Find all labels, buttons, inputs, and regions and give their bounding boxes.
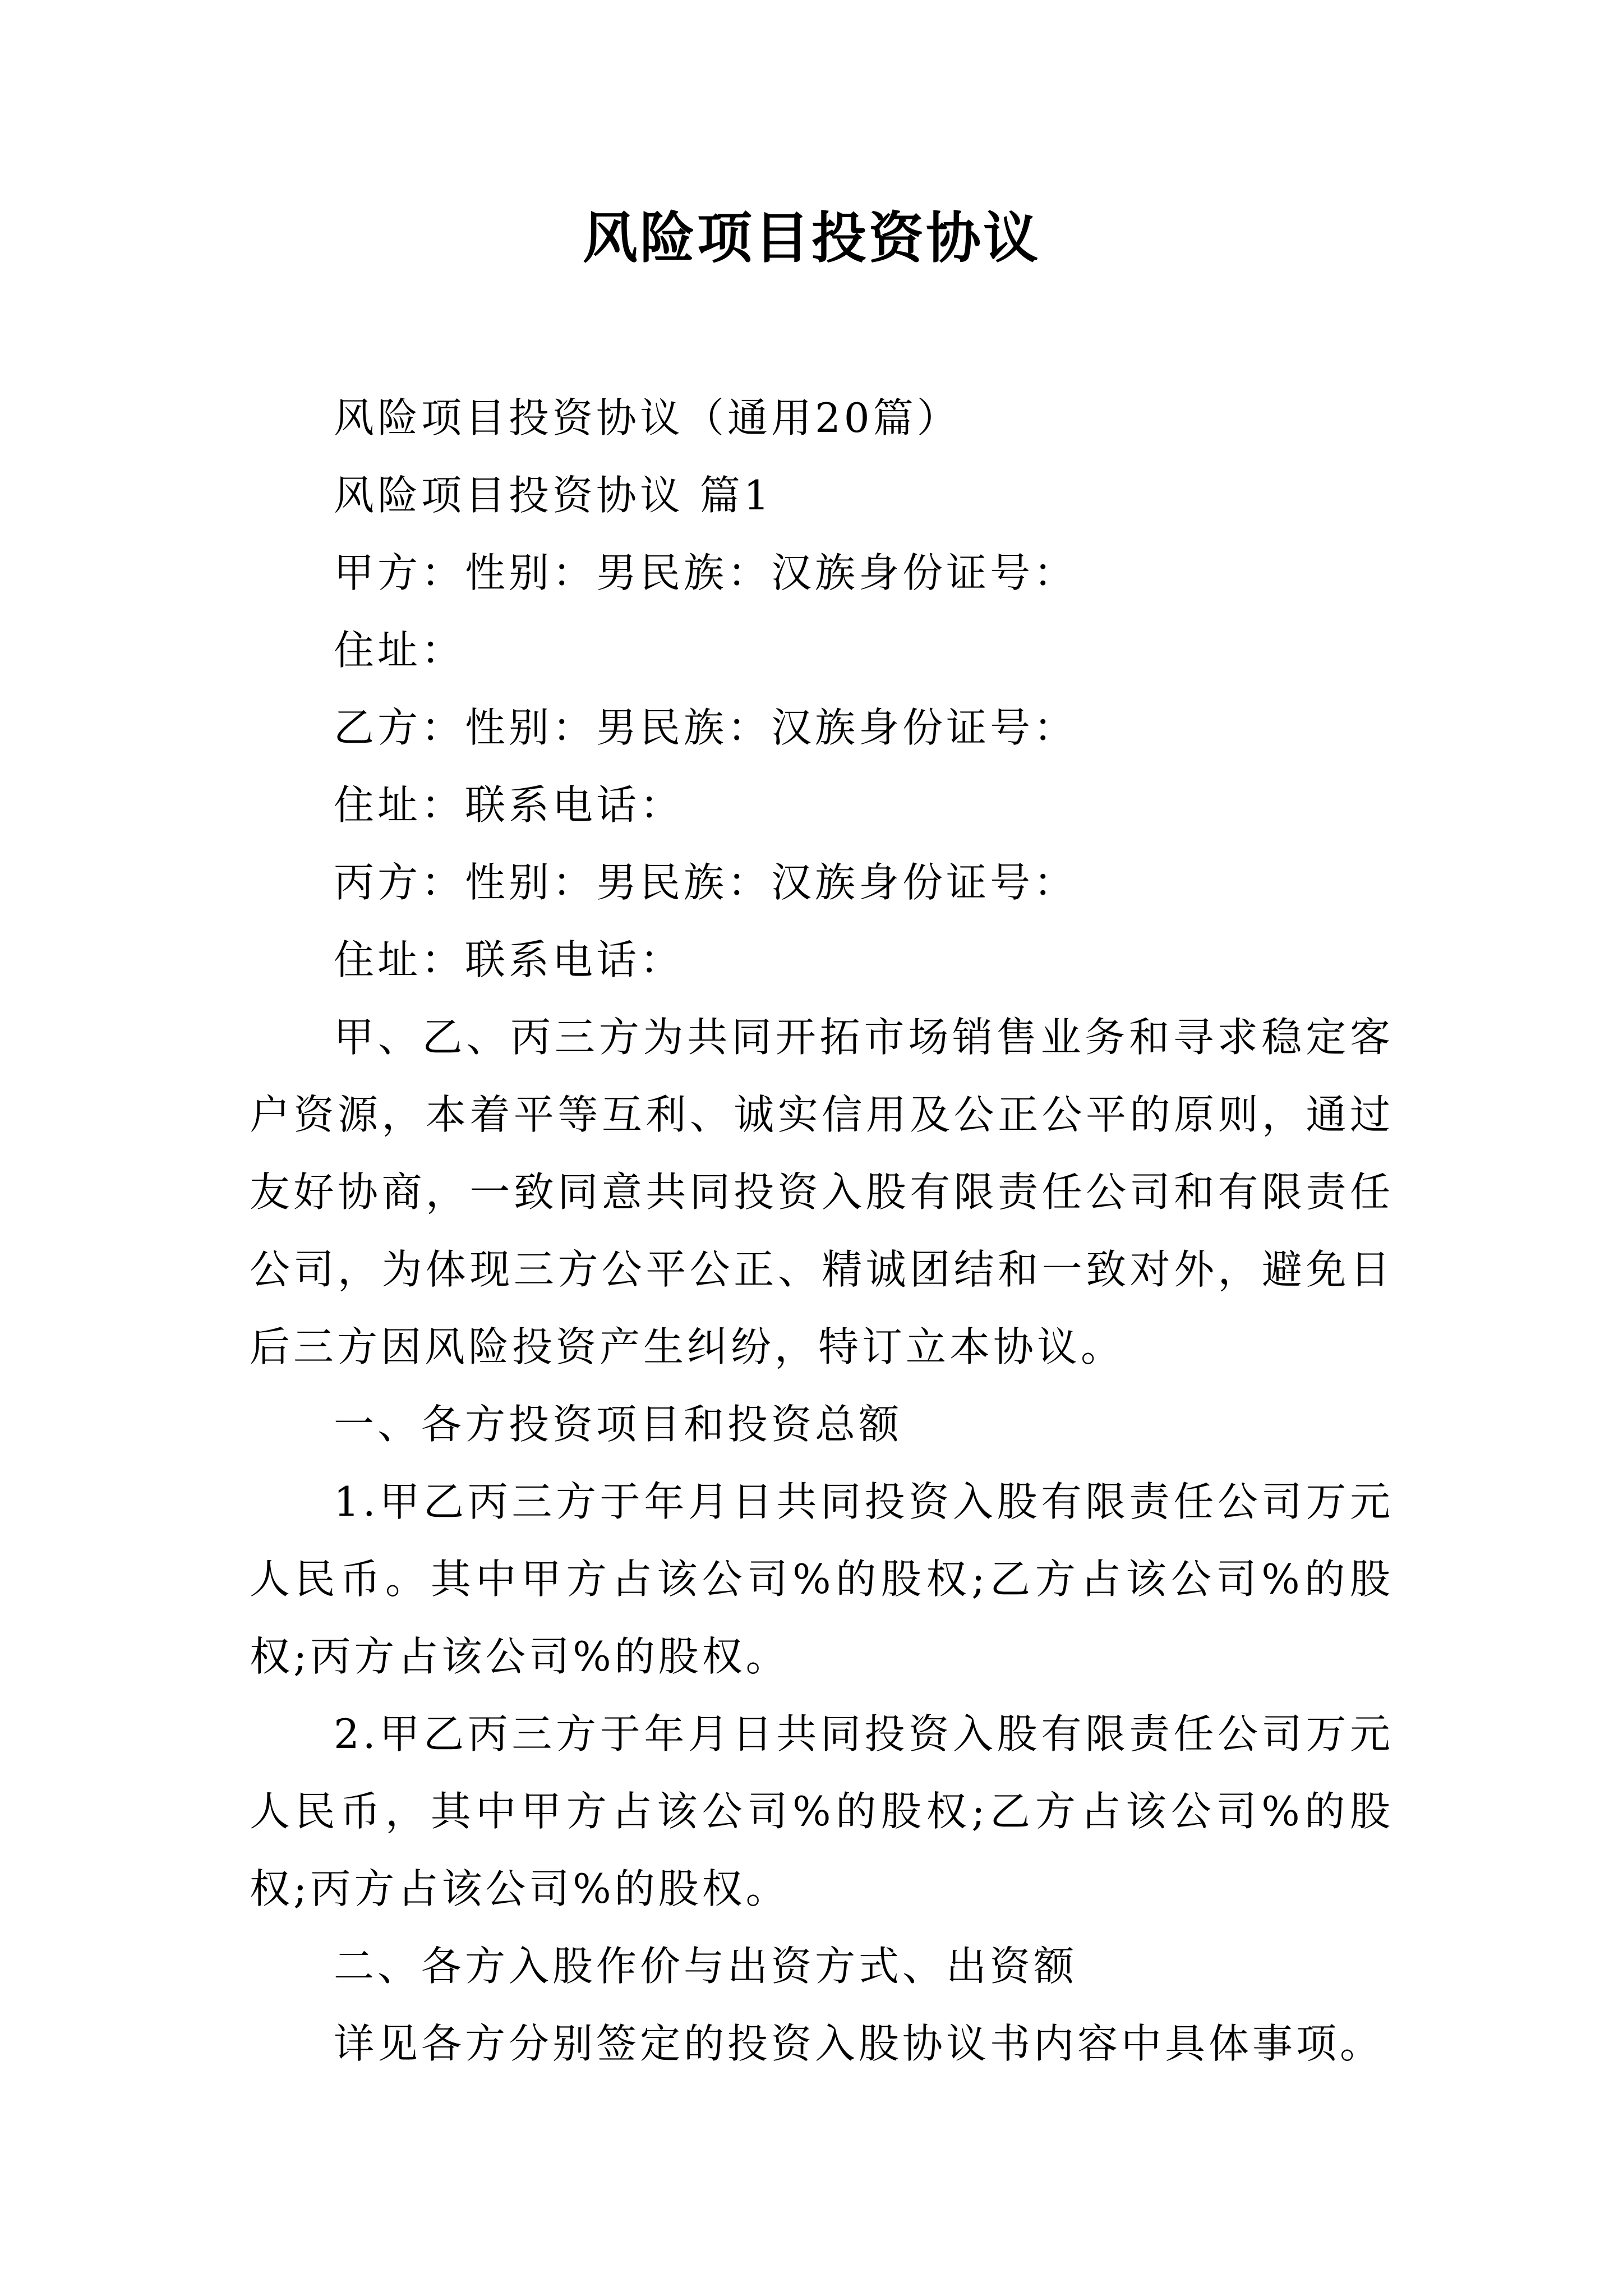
clause-heading-2: 二、各方入股作价与出资方式、出资额 — [334, 1943, 1078, 1990]
clause-item-1-1: 1.甲乙丙三方于年月日共同投资入股有限责任公司万元人民币。其中甲方占该公司%的股权;乙方占该公司%的股权;丙方占该公司%的股权。 — [250, 1478, 1394, 1680]
party-c-address: 住址：联系电话： — [334, 936, 684, 983]
party-b-address: 住址：联系电话： — [334, 781, 684, 829]
preamble-paragraph: 甲、乙、丙三方为共同开拓市场销售业务和寻求稳定客户资源，本着平等互利、诚实信用及公正公平的原则，通过友好协商，一致同意共同投资入股有限责任公司和有限责任公司，为体现三方公平公正、精诚团结和一致对外，避免日后三方因风险投资产生纠纷，特订立本协议。 — [250, 1014, 1394, 1370]
party-a-info: 甲方：性别：男民族：汉族身份证号： — [334, 549, 1078, 596]
clause-2-text: 详见各方分别签定的投资入股协议书内容中具体事项。 — [334, 2020, 1384, 2067]
document-title: 风险项目投资协议 — [582, 206, 1040, 270]
document-body — [250, 379, 1394, 2082]
party-c-info: 丙方：性别：男民族：汉族身份证号： — [334, 859, 1078, 906]
clause-item-1-2: 2.甲乙丙三方于年月日共同投资入股有限责任公司万元人民币，其中甲方占该公司%的股权;乙方占该公司%的股权;丙方占该公司%的股权。 — [250, 1710, 1394, 1912]
party-b-info: 乙方：性别：男民族：汉族身份证号： — [334, 704, 1078, 751]
clause-heading-1: 一、各方投资项目和投资总额 — [334, 1401, 903, 1448]
section-heading-part1: 风险项目投资协议 篇1 — [334, 472, 773, 519]
party-a-address: 住址： — [334, 627, 465, 674]
subtitle-paragraph: 风险项目投资协议（通用20篇） — [334, 394, 961, 441]
